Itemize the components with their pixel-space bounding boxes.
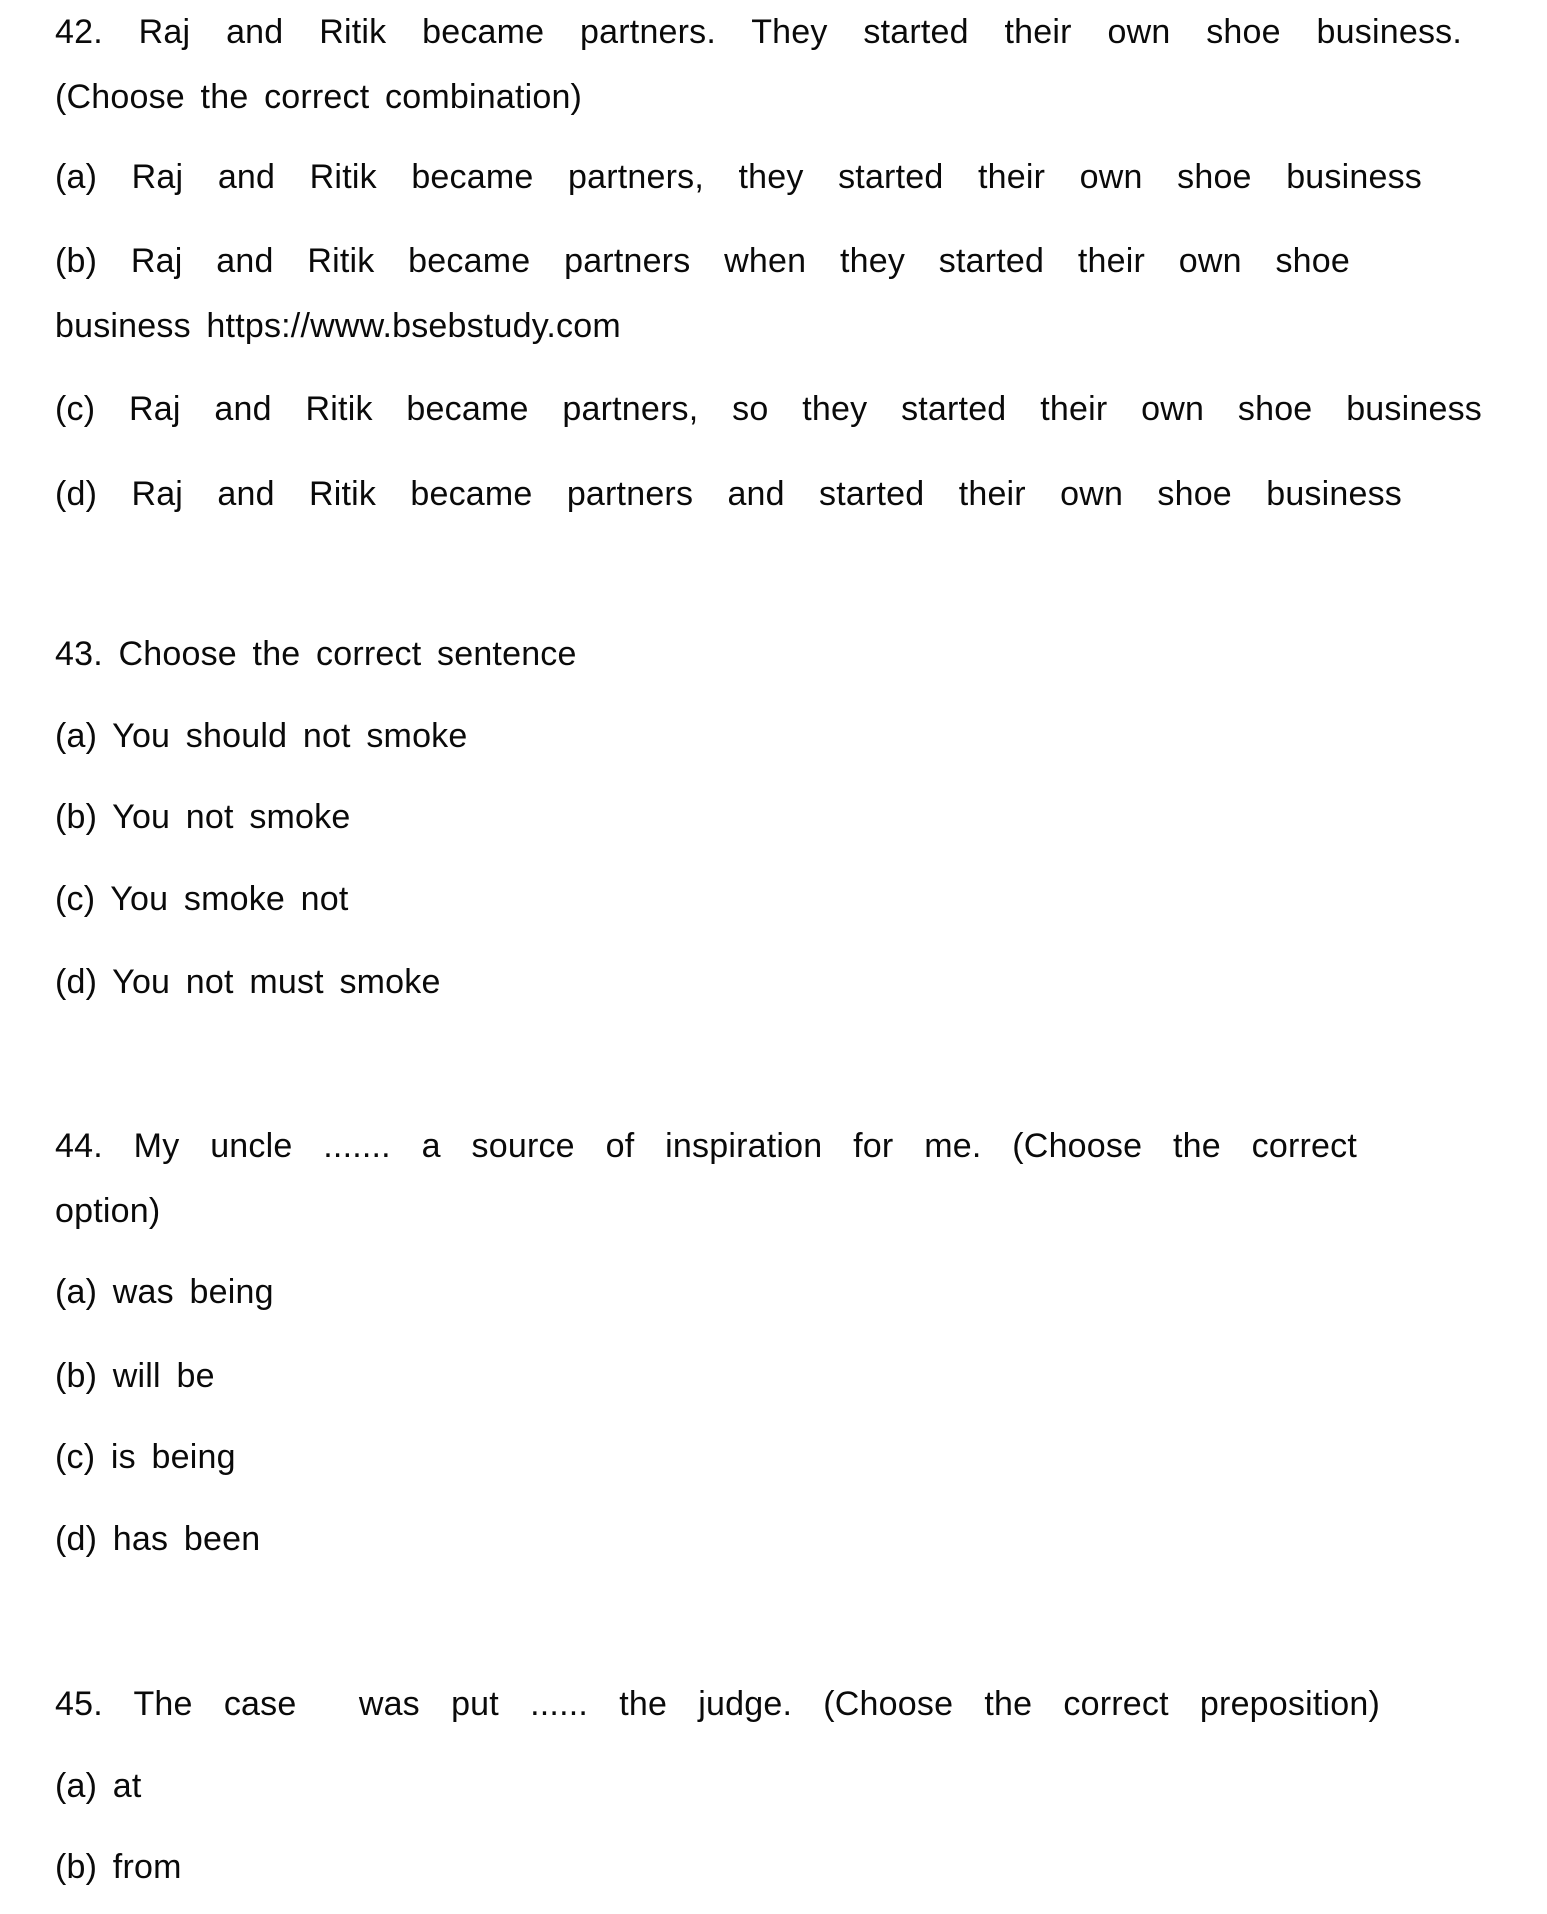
option-a: (a) Raj and Ritik became partners, they started their own shoe business xyxy=(55,158,1422,196)
option-c: (c) Raj and Ritik became partners, so they started their own shoe business xyxy=(55,390,1482,428)
question-stem: 44. My uncle ....... a source of inspiration for me. (Choose the correct xyxy=(55,1127,1357,1165)
question-stem: 45. The case was put ...... the judge. (Choose the correct preposition) xyxy=(55,1685,1380,1723)
option-d: (d) has been xyxy=(55,1520,261,1558)
option-a: (a) was being xyxy=(55,1273,274,1311)
option-c: (c) You smoke not xyxy=(55,880,349,918)
option-b: (b) You not smoke xyxy=(55,798,351,836)
question-stem: 43. Choose the correct sentence xyxy=(55,635,577,673)
option-d: (d) Raj and Ritik became partners and started their own shoe business xyxy=(55,475,1402,513)
option-b-continuation: business https://www.bsebstudy.com xyxy=(55,307,621,345)
option-c: (c) is being xyxy=(55,1438,236,1476)
option-a: (a) at xyxy=(55,1767,142,1805)
question-stem-continuation: (Choose the correct combination) xyxy=(55,78,583,116)
option-d: (d) You not must smoke xyxy=(55,963,441,1001)
question-stem-continuation: option) xyxy=(55,1192,161,1230)
option-b: (b) from xyxy=(55,1848,182,1886)
option-b: (b) Raj and Ritik became partners when they started their own shoe xyxy=(55,242,1350,280)
option-a: (a) You should not smoke xyxy=(55,717,468,755)
question-stem: 42. Raj and Ritik became partners. They started their own shoe business. xyxy=(55,13,1462,51)
option-b: (b) will be xyxy=(55,1357,215,1395)
